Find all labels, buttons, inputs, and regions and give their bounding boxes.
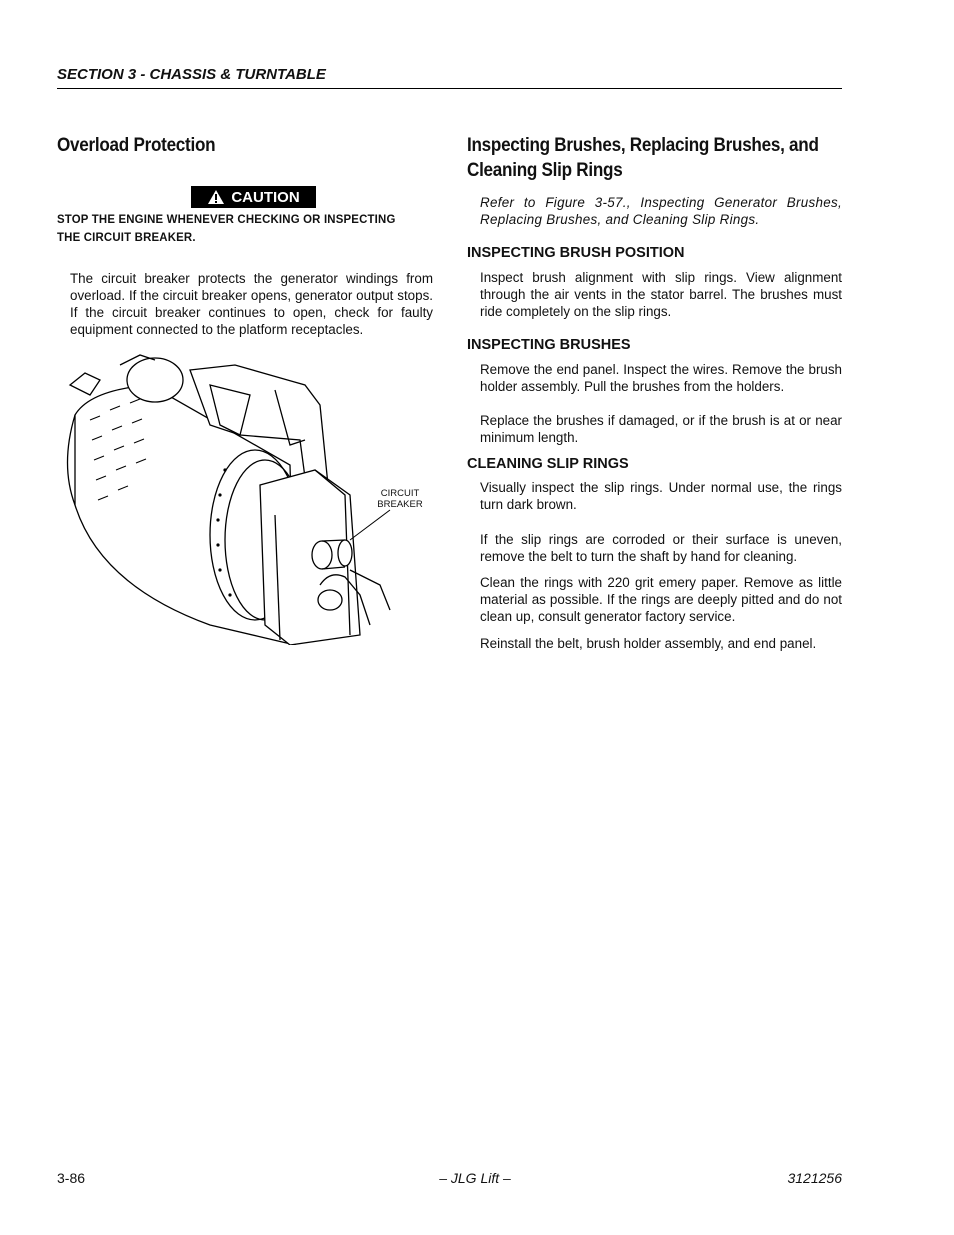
overload-protection-title: Overload Protection (57, 135, 216, 156)
brushes-title: Inspecting Brushes, Replacing Brushes, and Cleaning Slip Rings (467, 135, 819, 181)
heading-inspecting-brushes: INSPECTING BRUSHES (467, 337, 631, 353)
slip-rings-paragraph-3: Clean the rings with 220 grit emery paper. Remove as little material as possible. If the rings are deeply pitted and do not clean up, consult generator factory service. (480, 575, 842, 624)
caution-badge (191, 186, 316, 208)
brushes-paragraph-2: Replace the brushes if damaged, or if the brush is at or near minimum length. (480, 413, 842, 445)
warning-triangle-icon (207, 189, 225, 205)
footer-center: – JLG Lift – (439, 1170, 511, 1186)
overload-paragraph: The circuit breaker protects the generator windings from overload. If the circuit breaker opens, generator output stops. If the circuit breaker continues to open, check for faulty equipment connected to the platform receptacles. (70, 271, 433, 337)
heading-inspecting-brush-position: INSPECTING BRUSH POSITION (467, 245, 685, 261)
slip-rings-paragraph-4: Reinstall the belt, brush holder assembly, and end panel. (480, 636, 817, 651)
page-number: 3-86 (57, 1170, 86, 1186)
brush-position-paragraph: Inspect brush alignment with slip rings. View alignment through the air vents in the stator barrel. The brushes must ride completely on the slip rings. (480, 270, 842, 319)
circuit-breaker-callout: CIRCUIT BREAKER (377, 488, 423, 510)
slip-rings-paragraph-1: Visually inspect the slip rings. Under normal use, the rings turn dark brown. (480, 480, 842, 512)
caution-text: STOP THE ENGINE WHENEVER CHECKING OR INSPECTING THE CIRCUIT BREAKER. (57, 212, 396, 244)
section-header: SECTION 3 - CHASSIS & TURNTABLE (57, 66, 842, 89)
brushes-paragraph-1: Remove the end panel. Inspect the wires. Remove the brush holder assembly. Pull the brushes from the holders. (480, 362, 842, 394)
caution-label: CAUTION (231, 188, 300, 206)
heading-cleaning-slip-rings: CLEANING SLIP RINGS (467, 456, 629, 472)
intro-paragraph: Refer to Figure 3-57., Inspecting Generator Brushes, Replacing Brushes, and Cleaning Slip Rings. (480, 195, 842, 227)
slip-rings-paragraph-2: If the slip rings are corroded or their surface is uneven, remove the belt to turn the shaft by hand for cleaning. (480, 532, 842, 564)
document-number: 3121256 (787, 1170, 842, 1186)
